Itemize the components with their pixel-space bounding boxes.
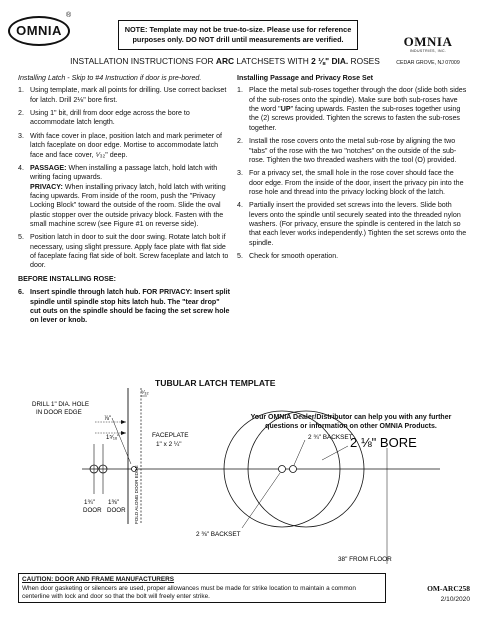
latch-step-passage-privacy: [18, 164, 230, 230]
floor-label: 38" FROM FLOOR: [338, 556, 392, 563]
fold-line-label: FOLD ALONG DOOR EDGE: [134, 465, 139, 524]
omnia-logo-right: [388, 34, 468, 66]
bore-pointer: [322, 446, 348, 460]
logo-left-word: OMNIA: [16, 23, 62, 38]
door-a-size: 1¾": [84, 499, 95, 506]
passage-label: PASSAGE:: [30, 163, 67, 172]
step-text: Insert spindle through latch hub. FOR PRIVACY: Insert split spindle until spindle stop hits latch hub. The "tear drop" cut outs on the spindle should be facing the set screw hole on lever or knob.: [30, 288, 230, 325]
latch-instructions-column: [18, 74, 230, 330]
title-suffix: ROSES: [348, 56, 380, 66]
door-b-label: DOOR: [107, 507, 126, 514]
step-text: Place the metal sub-roses together through the door (slide both sides of the sub-roses onto the spindle). Make sure both sub-roses have the word ": [249, 86, 467, 114]
page-title: [60, 56, 390, 66]
step-number: 2.: [18, 109, 24, 118]
backset-center-2-3-4: [290, 466, 297, 473]
document-number: OM-ARC258: [427, 584, 470, 593]
logo-right-word: OMNIA: [403, 34, 453, 49]
rose-instructions-column: [237, 74, 469, 265]
step-number: 6.: [18, 288, 24, 297]
passage-text: When installing a passage latch, hold latch with writing facing upwards.: [30, 163, 218, 182]
step-text: Using 1" bit, drill from door edge across the bore to accommodate latch length.: [30, 109, 190, 127]
latch-step: [18, 132, 230, 160]
caution-text: When door gasketing or silencers are used, proper allowances must be made for strike location to maintain a common centerline with lock and door so that the bolt will freely enter strike.: [22, 585, 356, 600]
dim-arrow: [121, 431, 126, 435]
step-text: Check for smooth operation.: [249, 252, 339, 261]
step-number: 2.: [237, 137, 243, 146]
step-number: 4.: [18, 163, 24, 172]
rose-step: [237, 86, 469, 133]
caution-box: [18, 573, 386, 603]
door-b-size: 1⅜": [108, 499, 119, 506]
step-number: 3.: [237, 169, 243, 178]
document-date: 2/10/2020: [440, 596, 470, 603]
spindle-step: [18, 288, 230, 325]
tubular-latch-template-diagram: [0, 388, 480, 568]
dim-arrow: [121, 420, 126, 424]
step-number: 5.: [237, 252, 243, 261]
door-a-label: DOOR: [83, 507, 102, 514]
logo-right-sub: INDUSTRIES, INC.: [409, 49, 447, 53]
step-text: Position latch in door to suit the door swing. Rotate latch bolt if necessary, using slight pressure. Apply face plate with flat side of faceplate facing flat side of bolt. Screw faceplate and latch to door.: [30, 233, 229, 270]
rose-step: [237, 252, 469, 261]
faceplate-label-line2: 1" x 2 ¼": [156, 441, 182, 448]
step-number: 1.: [237, 86, 243, 95]
step-text: Using template, mark all points for drilling. Use correct backset for latch. Drill 2⅛" bore first.: [30, 86, 227, 104]
backset-small-label: 2 ⅜" BACKSET: [196, 531, 241, 538]
drill-label-line2: IN DOOR EDGE: [36, 409, 82, 416]
rose-step: [237, 169, 469, 197]
title-size: 2 ⅛" DIA.: [311, 56, 349, 66]
rose-step: [237, 137, 469, 165]
latch-step: [18, 86, 230, 105]
caution-title: CAUTION: DOOR AND FRAME MANUFACTURERS: [22, 576, 175, 583]
latch-lead: Installing Latch - Skip to #4 Instruction if door is pre-bored.: [18, 74, 202, 82]
before-rose-heading: BEFORE INSTALLING ROSE:: [18, 274, 116, 283]
backset-large-label: 2 ¾" BACKSET: [308, 434, 353, 441]
privacy-text: When installing privacy latch, hold latch with writing facing upwards. From inside of the room, push the "Privacy Locking Block" toward the outside of the room. Slide the oval plastic stopper over the outside privacy block. Fasten with the small machine screw (see Figure #1 on reverse side).: [30, 182, 226, 229]
drill-label-line1: DRILL 1" DIA. HOLE: [32, 401, 89, 408]
backset-pointer-small: [242, 473, 280, 528]
step-text: For a privacy set, the small hole in the rose cover should face the door edge. From the inside of the door, insert the privacy pin into the rose hole and thread into the privacy locking block of the latch.: [249, 169, 464, 196]
privacy-label: PRIVACY:: [30, 182, 63, 191]
step-text: " facing upwards. Fasten the sub-roses together using the (2) screws provided. Tighten the screws to fasten the sub-roses together.: [249, 105, 461, 132]
rose-step: [237, 201, 469, 248]
dealer-note: Your OMNIA Dealer/Distributor can help you with any further questions or information on other OMNIA Products.: [250, 414, 452, 431]
dim-5-32-label: ⁵⁄₃₂: [141, 390, 149, 396]
step-number: 1.: [18, 86, 24, 95]
up-word: UP: [280, 105, 291, 114]
title-prefix: INSTALLATION INSTRUCTIONS FOR: [70, 56, 216, 66]
step-text: Install the rose covers onto the metal sub-rose by aligning the two "tabs" of the rose with the two "notches" on the outside of the sub-rose. Tighten the two threaded washers with the tool (O) provided.: [249, 137, 457, 164]
title-brand: ARC: [215, 56, 235, 66]
registered-mark: ®: [66, 12, 72, 19]
dim-1-5-16-label: 1⁵⁄₁₆": [106, 435, 120, 441]
rose-heading: Installing Passage and Privacy Rose Set: [237, 74, 374, 82]
bore-label: 2 ⅛" BORE: [350, 435, 417, 450]
faceplate-label-line1: FACEPLATE: [152, 432, 189, 439]
template-title: TUBULAR LATCH TEMPLATE: [155, 378, 276, 388]
step-text: With face cover in place, position latch and mark perimeter of latch faceplate on door edge. Mortise to accommodate latch face and face cover, ⁵⁄₃₂" deep.: [30, 131, 223, 159]
company-address: CEDAR GROVE, NJ 07009: [396, 60, 460, 66]
step-number: 5.: [18, 233, 24, 242]
step-number: 4.: [237, 201, 243, 210]
title-middle: LATCHSETS WITH: [234, 56, 312, 66]
latch-step: [18, 109, 230, 128]
step-number: 3.: [18, 131, 24, 140]
latch-step: [18, 233, 230, 270]
backset-center-2-3-8: [279, 466, 286, 473]
template-notice: NOTE: Template may not be true-to-size. Please use for reference purposes only. DO NOT drill until measurements are verified.: [118, 20, 358, 50]
omnia-logo-left: [8, 12, 72, 46]
backset-pointer-large: [294, 440, 305, 465]
step-text: Partially insert the provided set screws into the levers. Slide both levers onto the spindle until securely seated into the threaded nylon washers. (For privacy, ensure the spindle is centered in the latch so that each lever works independently.) Tighten the set screws onto the spindle.: [249, 201, 467, 247]
dim-7-8-label: ⅞": [104, 416, 112, 422]
